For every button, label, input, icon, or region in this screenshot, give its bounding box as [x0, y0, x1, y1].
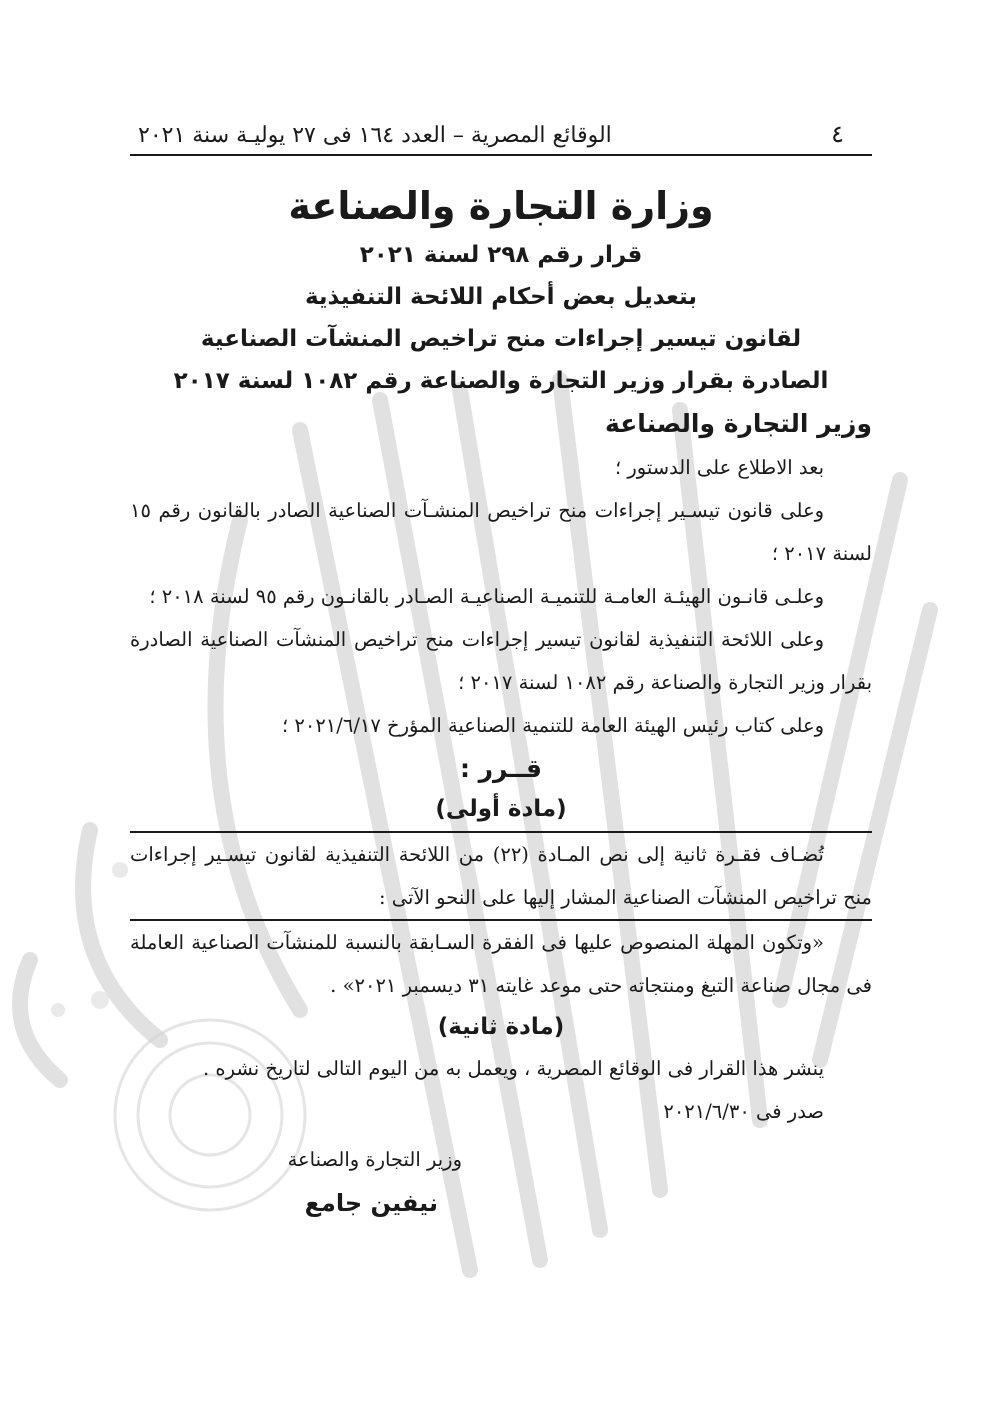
- article-1-text: تُضـاف فقـرة ثانية إلى نص المـادة (٢٢) من اللائحة التنفيذية لقانون تيسـير إجراءات منح تراخيص المنشآت الصناعية المشار إليها على النحو الآتى :: [130, 842, 872, 909]
- article-1-quote-block: [130, 921, 872, 1007]
- minister-heading: وزير التجارة والصناعة: [605, 408, 872, 438]
- article-1-body: [130, 831, 872, 921]
- article-2-body: [130, 1047, 872, 1133]
- gazette-issue-title: الوقائع المصرية – العدد ١٦٤ فى ٢٧ يوليـة سنة ٢٠٢١: [138, 123, 612, 148]
- running-header: [130, 108, 872, 156]
- decree-subject-line-2: لقانون تيسير إجراءات منح تراخيص المنشآت الصناعية: [200, 325, 802, 352]
- signatory-title: وزير التجارة والصناعة: [287, 1147, 462, 1171]
- preamble-clause: وعلـى قانـون الهيئـة العامـة للتنميـة الصناعيـة الصـادر بالقانـون رقم ٩٥ لسنة ٢٠١٨ ؛: [149, 584, 824, 608]
- decree-heading: [130, 234, 872, 402]
- preamble-clause: بعد الاطلاع على الدستور ؛: [614, 455, 824, 479]
- ministry-title: وزارة التجارة والصناعة: [288, 184, 714, 228]
- article-2-text: ينشر هذا القرار فى الوقائع المصرية ، ويعمل به من اليوم التالى لتاريخ نشره .: [203, 1056, 824, 1080]
- decree-subject-line-3: الصادرة بقرار وزير التجارة والصناعة رقم ١٠٨٢ لسنة ٢٠١٧: [173, 367, 829, 394]
- signatory-name: نيفين جامع: [304, 1188, 438, 1217]
- decree-word: قــرر :: [459, 753, 543, 783]
- preamble: [130, 446, 872, 747]
- preamble-clause: وعلى كتاب رئيس الهيئة العامة للتنمية الصناعية المؤرخ ٢٠٢١/٦/١٧ ؛: [281, 713, 824, 737]
- preamble-clause: وعلى اللائحة التنفيذية لقانون تيسير إجراءات منح تراخيص المنشآت الصناعية الصادرة بقرار وزير التجارة والصناعة رقم ١٠٨٢ لسنة ٢٠١٧ ؛: [130, 627, 872, 694]
- preamble-clause: وعلى قانون تيسـير إجراءات منح تراخيص المنشـآت الصناعية الصادر بالقانون رقم ١٥ لسنة ٢٠١٧ ؛: [130, 498, 872, 565]
- signature-block: [130, 1139, 872, 1225]
- issue-date: صدر فى ٢٠٢١/٦/٣٠: [663, 1099, 824, 1123]
- article-2-title: (مادة ثانية): [437, 1013, 565, 1040]
- page-number: ٤: [831, 120, 844, 148]
- gazette-page: [130, 108, 872, 1225]
- decree-subject-line-1: بتعديل بعض أحكام اللائحة التنفيذية: [304, 283, 698, 310]
- decree-number: قرار رقم ٢٩٨ لسنة ٢٠٢١: [359, 241, 643, 268]
- article-1-quote: «وتكون المهلة المنصوص عليها فى الفقرة السـابقة بالنسبة للمنشآت الصناعية العاملة فى مجال صناعة التبغ ومنتجاته حتى موعد غايته ٣١ ديسمبر ٢٠٢١» .: [130, 930, 872, 997]
- article-1-title: (مادة أولى): [435, 795, 567, 822]
